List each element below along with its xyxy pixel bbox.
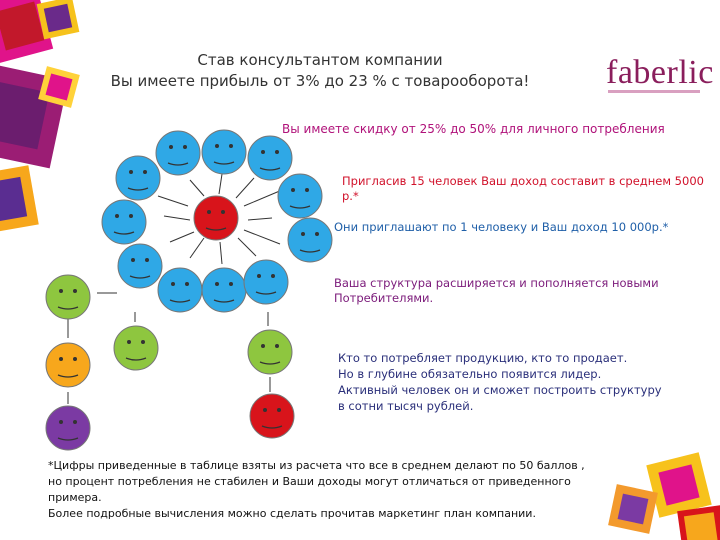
structure-line-2: Потребителями.	[334, 291, 434, 305]
face-blue-7	[288, 218, 332, 262]
face-purple	[46, 406, 90, 450]
decorative-squares-top-left	[0, 0, 80, 235]
face-blue-9	[158, 268, 202, 312]
invite-one-text: Они приглашают по 1 человеку и Ваш доход 10 000р.*	[334, 220, 669, 234]
face-green-2	[114, 326, 158, 370]
face-orange	[46, 343, 90, 387]
face-red-center	[194, 196, 238, 240]
structure-line-1: Ваша структура расширяется и пополняется новыми	[334, 276, 659, 290]
face-blue-8	[118, 244, 162, 288]
footnote	[48, 458, 608, 522]
faberlic-logo: faberlic	[606, 54, 714, 91]
face-blue-10	[202, 268, 246, 312]
leader-line-1: Кто то потребляет продукцию, кто то продает.	[338, 351, 628, 365]
face-blue-5	[278, 174, 322, 218]
face-blue-1	[156, 131, 200, 175]
page-title	[110, 50, 530, 92]
leader-line-2: Но в глубине обязательно появится лидер.	[338, 367, 602, 381]
face-green-1	[46, 275, 90, 319]
leader-line-4: в сотни тысяч рублей.	[338, 399, 474, 413]
structure-text	[334, 276, 674, 306]
decorative-squares-bottom-right	[608, 452, 720, 540]
leader-line-3: Активный человек он и сможет построить структуру	[338, 383, 662, 397]
discount-text: Вы имеете скидку от 25% до 50% для личного потребления	[282, 122, 665, 136]
title-line-2: Вы имеете прибыль от 3% до 23 % с товарооборота!	[110, 72, 530, 90]
face-blue-6	[102, 200, 146, 244]
footnote-line-3: Более подробные вычисления можно сделать прочитав маркетинг план компании.	[48, 507, 536, 520]
face-blue-4	[116, 156, 160, 200]
footnote-line-2: но процент потребления не стабилен и Ваши доходы могут отличаться от приведенного примера.	[48, 475, 571, 504]
face-blue-3	[248, 136, 292, 180]
invite-15-text: Пригласив 15 человек Ваш доход составит в среднем 5000 р.*	[342, 174, 704, 203]
face-blue-11	[244, 260, 288, 304]
face-red-bottom	[250, 394, 294, 438]
face-blue-2	[202, 130, 246, 174]
title-line-1: Став консультантом компании	[197, 51, 443, 69]
footnote-line-1: *Цифры приведенные в таблице взяты из расчета что все в среднем делают по 50 баллов ,	[48, 459, 585, 472]
leader-text	[338, 350, 678, 414]
face-green-3	[248, 330, 292, 374]
